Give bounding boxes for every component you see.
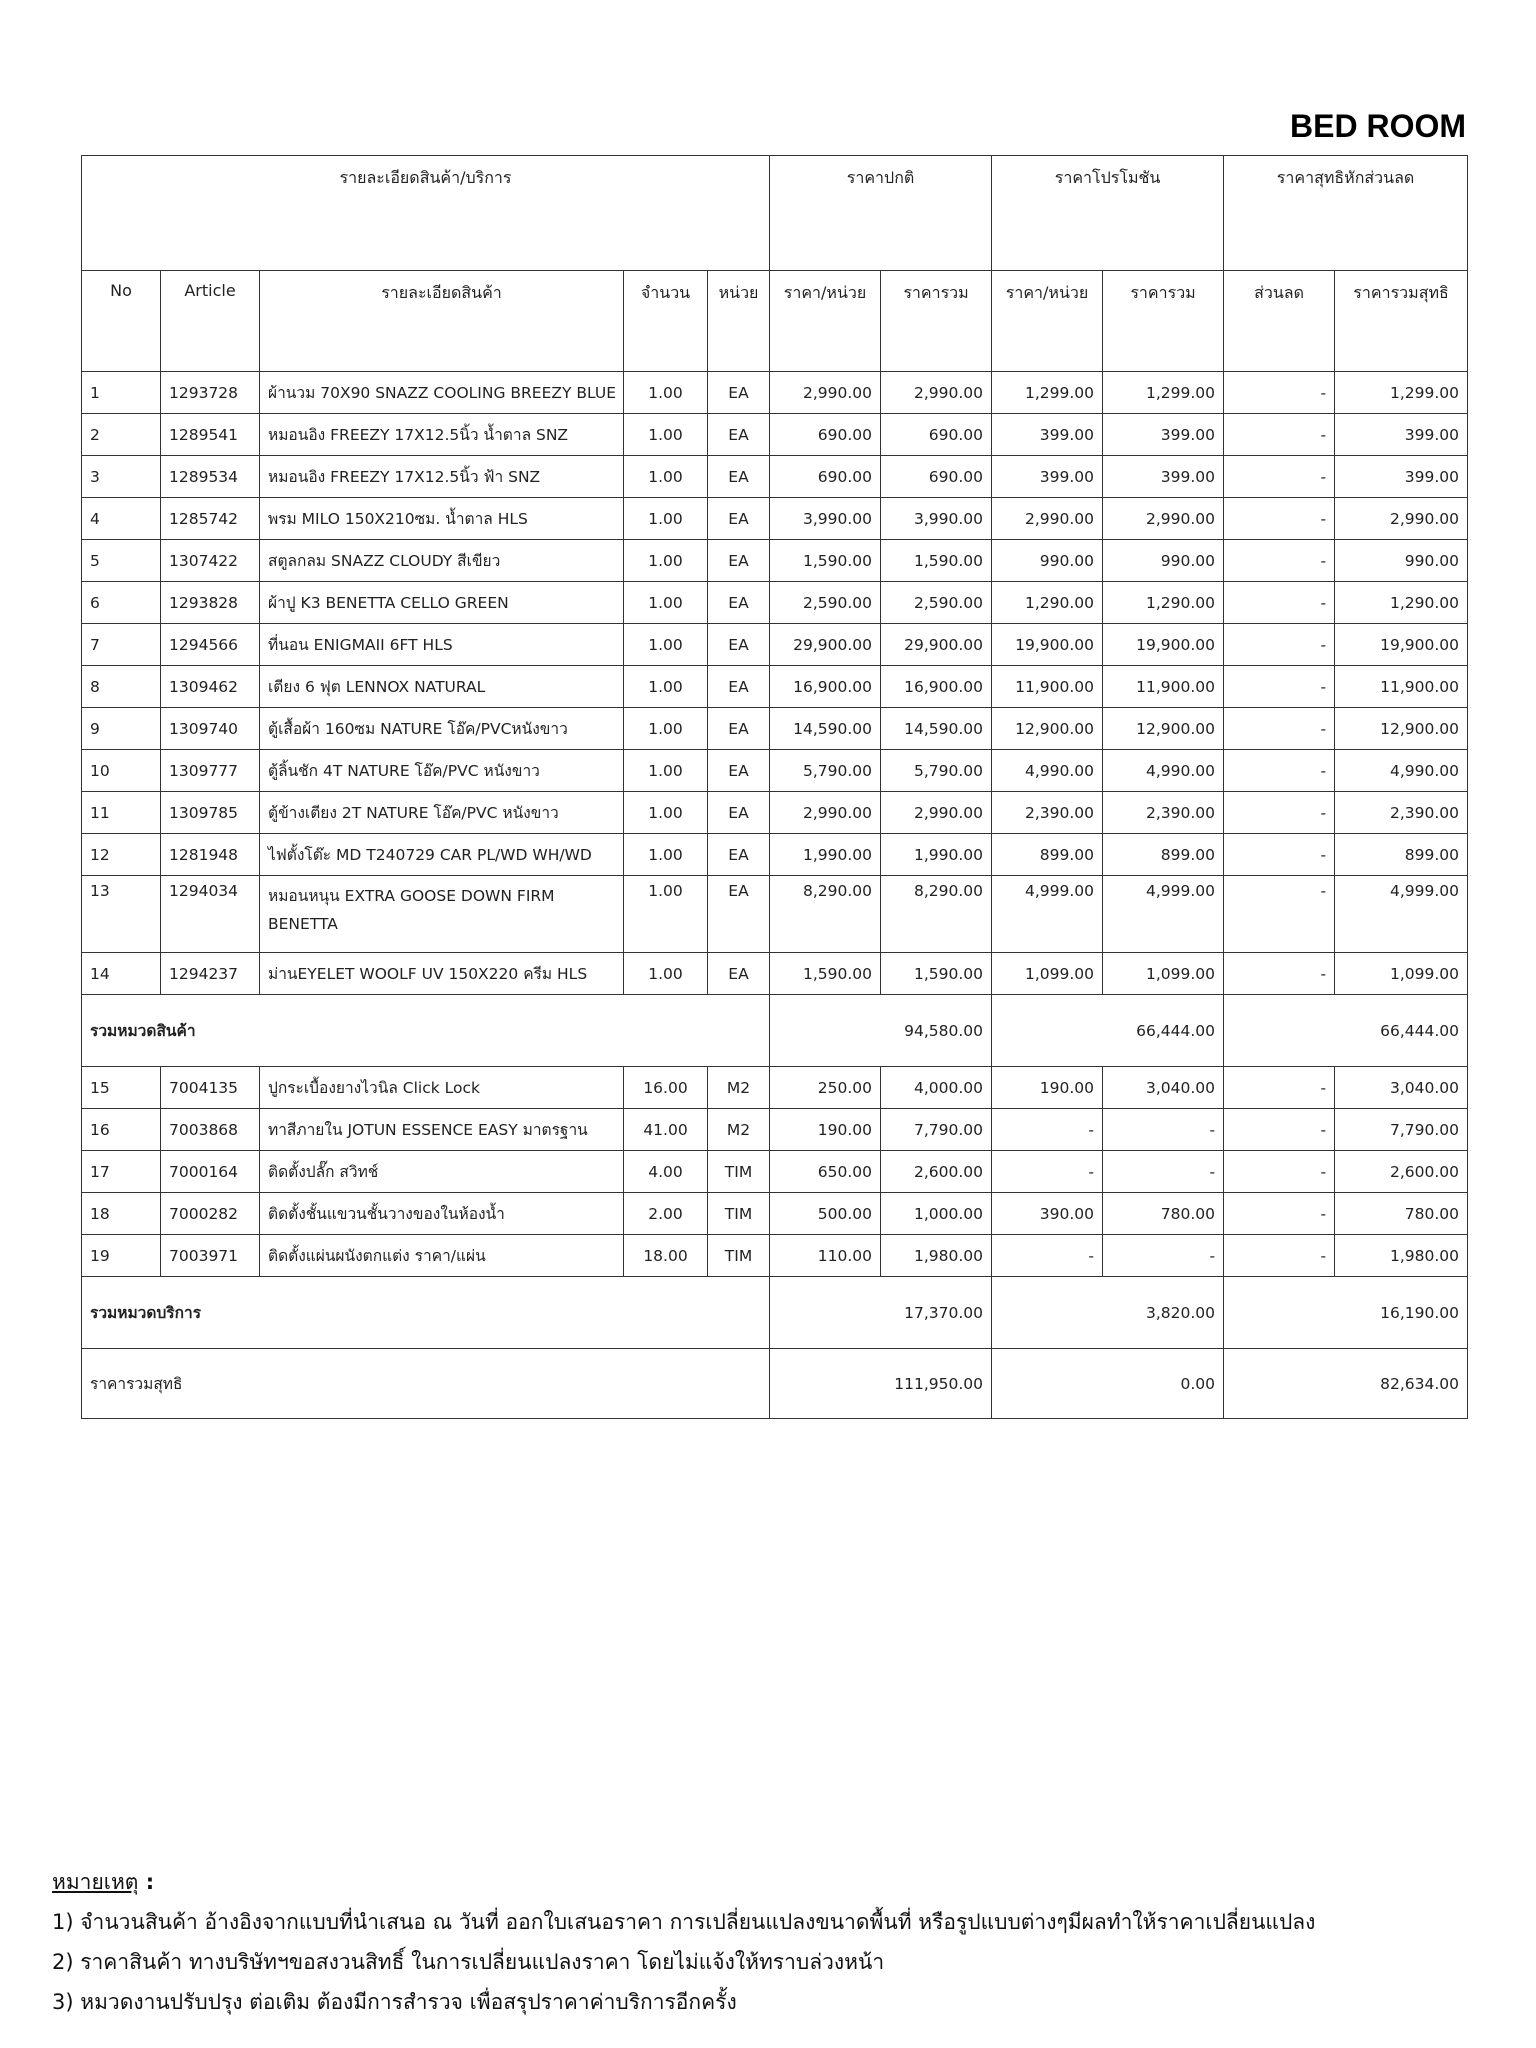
cell-net-total: 1,299.00 bbox=[1335, 372, 1468, 414]
header-normal-total: ราคารวม bbox=[881, 271, 992, 372]
cell-unit: EA bbox=[708, 708, 770, 750]
cell-net-total: 11,900.00 bbox=[1335, 666, 1468, 708]
cell-promo-unit-price: 390.00 bbox=[992, 1193, 1103, 1235]
cell-net-total: 12,900.00 bbox=[1335, 708, 1468, 750]
cell-no: 7 bbox=[82, 624, 161, 666]
cell-normal-total: 2,990.00 bbox=[881, 792, 992, 834]
cell-normal-total: 2,590.00 bbox=[881, 582, 992, 624]
header-article: Article bbox=[161, 271, 260, 372]
note-line: 1) จำนวนสินค้า อ้างอิงจากแบบที่นำเสนอ ณ วันที่ ออกใบเสนอราคา การเปลี่ยนแปลงขนาดพื้นที่ หรือรูปแบบต่างๆมีผลทำให้ราคาเปลี่ยนแปลง bbox=[52, 1910, 1316, 1934]
cell-qty: 1.00 bbox=[624, 750, 708, 792]
cell-description: พรม MILO 150X210ซม. น้ำตาล HLS bbox=[260, 498, 624, 540]
table-row bbox=[82, 792, 1468, 834]
cell-promo-unit-price: 11,900.00 bbox=[992, 666, 1103, 708]
cell-normal-total: 5,790.00 bbox=[881, 750, 992, 792]
cell-qty: 1.00 bbox=[624, 456, 708, 498]
cell-normal-total: 1,000.00 bbox=[881, 1193, 992, 1235]
cell-promo-unit-price: 899.00 bbox=[992, 834, 1103, 876]
cell-qty: 1.00 bbox=[624, 498, 708, 540]
cell-qty: 16.00 bbox=[624, 1067, 708, 1109]
cell-net-total: 2,600.00 bbox=[1335, 1151, 1468, 1193]
summary-net-total: 16,190.00 bbox=[1224, 1277, 1468, 1349]
cell-normal-unit-price: 2,990.00 bbox=[770, 372, 881, 414]
cell-net-total: 990.00 bbox=[1335, 540, 1468, 582]
cell-promo-unit-price: - bbox=[992, 1235, 1103, 1277]
cell-description: ปูกระเบื้องยางไวนิล Click Lock bbox=[260, 1067, 624, 1109]
summary-label: รวมหมวดบริการ bbox=[82, 1277, 770, 1349]
cell-description: ติดตั้งแผ่นผนังตกแต่ง ราคา/แผ่น bbox=[260, 1235, 624, 1277]
cell-no: 16 bbox=[82, 1109, 161, 1151]
cell-qty: 1.00 bbox=[624, 582, 708, 624]
cell-article: 1293728 bbox=[161, 372, 260, 414]
cell-normal-total: 1,980.00 bbox=[881, 1235, 992, 1277]
cell-promo-unit-price: 399.00 bbox=[992, 414, 1103, 456]
table-row bbox=[82, 750, 1468, 792]
cell-discount: - bbox=[1224, 750, 1335, 792]
cell-promo-unit-price: - bbox=[992, 1151, 1103, 1193]
header-description: รายละเอียดสินค้า bbox=[260, 271, 624, 372]
cell-promo-total: - bbox=[1103, 1151, 1224, 1193]
cell-no: 1 bbox=[82, 372, 161, 414]
cell-net-total: 780.00 bbox=[1335, 1193, 1468, 1235]
cell-unit: M2 bbox=[708, 1067, 770, 1109]
cell-promo-total: 11,900.00 bbox=[1103, 666, 1224, 708]
cell-promo-unit-price: 2,390.00 bbox=[992, 792, 1103, 834]
cell-description: ติดตั้งปลั๊ก สวิทช์ bbox=[260, 1151, 624, 1193]
cell-qty: 1.00 bbox=[624, 953, 708, 995]
summary-promo-total: 0.00 bbox=[992, 1349, 1224, 1419]
cell-description: ผ้าปู K3 BENETTA CELLO GREEN bbox=[260, 582, 624, 624]
cell-promo-total: 990.00 bbox=[1103, 540, 1224, 582]
cell-promo-total: 3,040.00 bbox=[1103, 1067, 1224, 1109]
cell-article: 1307422 bbox=[161, 540, 260, 582]
cell-normal-unit-price: 1,590.00 bbox=[770, 953, 881, 995]
cell-discount: - bbox=[1224, 834, 1335, 876]
cell-discount: - bbox=[1224, 1109, 1335, 1151]
cell-article: 1294566 bbox=[161, 624, 260, 666]
cell-normal-unit-price: 190.00 bbox=[770, 1109, 881, 1151]
cell-article: 1293828 bbox=[161, 582, 260, 624]
cell-qty: 41.00 bbox=[624, 1109, 708, 1151]
summary-label: ราคารวมสุทธิ bbox=[82, 1349, 770, 1419]
cell-discount: - bbox=[1224, 876, 1335, 953]
cell-promo-total: 4,990.00 bbox=[1103, 750, 1224, 792]
cell-unit: EA bbox=[708, 953, 770, 995]
cell-promo-unit-price: 19,900.00 bbox=[992, 624, 1103, 666]
cell-promo-unit-price: 2,990.00 bbox=[992, 498, 1103, 540]
cell-description: ไฟตั้งโต๊ะ MD T240729 CAR PL/WD WH/WD bbox=[260, 834, 624, 876]
cell-promo-total: - bbox=[1103, 1109, 1224, 1151]
cell-article: 1309785 bbox=[161, 792, 260, 834]
header-net-total: ราคารวมสุทธิ bbox=[1335, 271, 1468, 372]
cell-unit: EA bbox=[708, 750, 770, 792]
cell-qty: 1.00 bbox=[624, 414, 708, 456]
cell-article: 7004135 bbox=[161, 1067, 260, 1109]
cell-normal-unit-price: 110.00 bbox=[770, 1235, 881, 1277]
cell-normal-unit-price: 690.00 bbox=[770, 456, 881, 498]
products-subtotal-row bbox=[82, 995, 1468, 1067]
cell-net-total: 19,900.00 bbox=[1335, 624, 1468, 666]
cell-qty: 2.00 bbox=[624, 1193, 708, 1235]
cell-promo-total: 2,390.00 bbox=[1103, 792, 1224, 834]
cell-promo-total: 1,099.00 bbox=[1103, 953, 1224, 995]
cell-unit: EA bbox=[708, 540, 770, 582]
cell-net-total: 1,290.00 bbox=[1335, 582, 1468, 624]
notes-colon: : bbox=[138, 1870, 155, 1894]
table-row bbox=[82, 1235, 1468, 1277]
cell-article: 1294237 bbox=[161, 953, 260, 995]
cell-no: 9 bbox=[82, 708, 161, 750]
table-row bbox=[82, 582, 1468, 624]
cell-description: ผ้านวม 70X90 SNAZZ COOLING BREEZY BLUE bbox=[260, 372, 624, 414]
cell-normal-unit-price: 1,990.00 bbox=[770, 834, 881, 876]
cell-normal-unit-price: 14,590.00 bbox=[770, 708, 881, 750]
cell-description: หมอนหนุน EXTRA GOOSE DOWN FIRM BENETTA bbox=[260, 876, 624, 953]
cell-article: 7000282 bbox=[161, 1193, 260, 1235]
cell-description: หมอนอิง FREEZY 17X12.5นิ้ว น้ำตาล SNZ bbox=[260, 414, 624, 456]
cell-no: 6 bbox=[82, 582, 161, 624]
note-line: 3) หมวดงานปรับปรุง ต่อเติม ต้องมีการสำรวจ เพื่อสรุปราคาค่าบริการอีกครั้ง bbox=[52, 1990, 737, 2014]
header-discount: ส่วนลด bbox=[1224, 271, 1335, 372]
cell-normal-unit-price: 3,990.00 bbox=[770, 498, 881, 540]
cell-promo-total: 4,999.00 bbox=[1103, 876, 1224, 953]
cell-discount: - bbox=[1224, 1151, 1335, 1193]
summary-promo-total: 66,444.00 bbox=[992, 995, 1224, 1067]
table-body bbox=[82, 156, 1468, 1419]
header-no: No bbox=[82, 271, 161, 372]
cell-net-total: 399.00 bbox=[1335, 456, 1468, 498]
cell-promo-unit-price: 1,299.00 bbox=[992, 372, 1103, 414]
cell-article: 1309740 bbox=[161, 708, 260, 750]
cell-unit: TIM bbox=[708, 1151, 770, 1193]
cell-unit: EA bbox=[708, 834, 770, 876]
cell-no: 12 bbox=[82, 834, 161, 876]
cell-unit: EA bbox=[708, 624, 770, 666]
table-row bbox=[82, 414, 1468, 456]
table-row bbox=[82, 834, 1468, 876]
cell-description: ตู้ลิ้นชัก 4T NATURE โอ๊ค/PVC หนังขาว bbox=[260, 750, 624, 792]
cell-article: 7003868 bbox=[161, 1109, 260, 1151]
cell-no: 4 bbox=[82, 498, 161, 540]
cell-qty: 4.00 bbox=[624, 1151, 708, 1193]
cell-promo-unit-price: 12,900.00 bbox=[992, 708, 1103, 750]
cell-net-total: 2,390.00 bbox=[1335, 792, 1468, 834]
cell-description: สตูลกลม SNAZZ CLOUDY สีเขียว bbox=[260, 540, 624, 582]
cell-promo-total: 399.00 bbox=[1103, 456, 1224, 498]
cell-qty: 1.00 bbox=[624, 834, 708, 876]
cell-unit: EA bbox=[708, 582, 770, 624]
cell-unit: M2 bbox=[708, 1109, 770, 1151]
cell-promo-total: 399.00 bbox=[1103, 414, 1224, 456]
cell-normal-unit-price: 2,990.00 bbox=[770, 792, 881, 834]
cell-normal-total: 690.00 bbox=[881, 456, 992, 498]
quotation-table bbox=[81, 155, 1468, 1419]
cell-net-total: 2,990.00 bbox=[1335, 498, 1468, 540]
notes bbox=[52, 1862, 1315, 2022]
header-group-row bbox=[82, 156, 1468, 271]
table-row bbox=[82, 372, 1468, 414]
cell-no: 2 bbox=[82, 414, 161, 456]
cell-normal-total: 1,590.00 bbox=[881, 953, 992, 995]
table-row bbox=[82, 708, 1468, 750]
cell-article: 1294034 bbox=[161, 876, 260, 953]
cell-description: ติดตั้งชั้นแขวนชั้นวางของในห้องน้ำ bbox=[260, 1193, 624, 1235]
cell-normal-unit-price: 29,900.00 bbox=[770, 624, 881, 666]
header-normal-unit-price: ราคา/หน่วย bbox=[770, 271, 881, 372]
cell-promo-total: 1,290.00 bbox=[1103, 582, 1224, 624]
cell-description: ทาสีภายใน JOTUN ESSENCE EASY มาตรฐาน bbox=[260, 1109, 624, 1151]
cell-qty: 1.00 bbox=[624, 624, 708, 666]
header-unit: หน่วย bbox=[708, 271, 770, 372]
cell-net-total: 3,040.00 bbox=[1335, 1067, 1468, 1109]
cell-discount: - bbox=[1224, 582, 1335, 624]
cell-normal-unit-price: 1,590.00 bbox=[770, 540, 881, 582]
cell-discount: - bbox=[1224, 456, 1335, 498]
cell-net-total: 899.00 bbox=[1335, 834, 1468, 876]
cell-promo-total: - bbox=[1103, 1235, 1224, 1277]
cell-unit: EA bbox=[708, 372, 770, 414]
summary-net-total: 66,444.00 bbox=[1224, 995, 1468, 1067]
cell-promo-unit-price: - bbox=[992, 1109, 1103, 1151]
cell-net-total: 1,980.00 bbox=[1335, 1235, 1468, 1277]
cell-no: 17 bbox=[82, 1151, 161, 1193]
header-promo-unit-price: ราคา/หน่วย bbox=[992, 271, 1103, 372]
summary-normal-total: 111,950.00 bbox=[770, 1349, 992, 1419]
summary-promo-total: 3,820.00 bbox=[992, 1277, 1224, 1349]
cell-discount: - bbox=[1224, 953, 1335, 995]
cell-qty: 1.00 bbox=[624, 876, 708, 953]
page-title: BED ROOM bbox=[1290, 108, 1466, 144]
cell-qty: 1.00 bbox=[624, 708, 708, 750]
table-row bbox=[82, 498, 1468, 540]
cell-no: 13 bbox=[82, 876, 161, 953]
header-promo-total: ราคารวม bbox=[1103, 271, 1224, 372]
cell-unit: EA bbox=[708, 666, 770, 708]
table-row bbox=[82, 540, 1468, 582]
notes-heading bbox=[52, 1862, 1315, 1902]
table-row bbox=[82, 1151, 1468, 1193]
cell-discount: - bbox=[1224, 666, 1335, 708]
cell-promo-unit-price: 990.00 bbox=[992, 540, 1103, 582]
cell-description: ตู้เสื้อผ้า 160ซม NATURE โอ๊ค/PVCหนังขาว bbox=[260, 708, 624, 750]
cell-promo-unit-price: 4,990.00 bbox=[992, 750, 1103, 792]
cell-normal-unit-price: 5,790.00 bbox=[770, 750, 881, 792]
cell-qty: 1.00 bbox=[624, 666, 708, 708]
cell-discount: - bbox=[1224, 1193, 1335, 1235]
cell-net-total: 1,099.00 bbox=[1335, 953, 1468, 995]
cell-description: หมอนอิง FREEZY 17X12.5นิ้ว ฟ้า SNZ bbox=[260, 456, 624, 498]
summary-normal-total: 17,370.00 bbox=[770, 1277, 992, 1349]
cell-discount: - bbox=[1224, 1067, 1335, 1109]
table-row bbox=[82, 1067, 1468, 1109]
header-group-detail: รายละเอียดสินค้า/บริการ bbox=[82, 156, 770, 271]
cell-promo-total: 19,900.00 bbox=[1103, 624, 1224, 666]
summary-label: รวมหมวดสินค้า bbox=[82, 995, 770, 1067]
cell-normal-total: 2,600.00 bbox=[881, 1151, 992, 1193]
cell-description: ตู้ข้างเตียง 2T NATURE โอ๊ค/PVC หนังขาว bbox=[260, 792, 624, 834]
cell-article: 1289534 bbox=[161, 456, 260, 498]
cell-unit: EA bbox=[708, 456, 770, 498]
cell-normal-total: 1,590.00 bbox=[881, 540, 992, 582]
cell-no: 5 bbox=[82, 540, 161, 582]
cell-net-total: 4,999.00 bbox=[1335, 876, 1468, 953]
cell-normal-unit-price: 8,290.00 bbox=[770, 876, 881, 953]
cell-unit: EA bbox=[708, 498, 770, 540]
cell-article: 7000164 bbox=[161, 1151, 260, 1193]
table-row bbox=[82, 456, 1468, 498]
cell-qty: 1.00 bbox=[624, 540, 708, 582]
cell-normal-total: 8,290.00 bbox=[881, 876, 992, 953]
cell-normal-total: 2,990.00 bbox=[881, 372, 992, 414]
cell-discount: - bbox=[1224, 708, 1335, 750]
cell-description: เตียง 6 ฟุต LENNOX NATURAL bbox=[260, 666, 624, 708]
grand-total-row bbox=[82, 1349, 1468, 1419]
cell-normal-total: 29,900.00 bbox=[881, 624, 992, 666]
table-row bbox=[82, 953, 1468, 995]
note-line: 2) ราคาสินค้า ทางบริษัทฯขอสงวนสิทธิ์ ในการเปลี่ยนแปลงราคา โดยไม่แจ้งให้ทราบล่วงหน้า bbox=[52, 1950, 885, 1974]
cell-discount: - bbox=[1224, 372, 1335, 414]
header-group-promo: ราคาโปรโมชัน bbox=[992, 156, 1224, 271]
cell-discount: - bbox=[1224, 414, 1335, 456]
cell-normal-total: 4,000.00 bbox=[881, 1067, 992, 1109]
header-qty: จำนวน bbox=[624, 271, 708, 372]
cell-article: 1285742 bbox=[161, 498, 260, 540]
cell-qty: 1.00 bbox=[624, 792, 708, 834]
cell-unit: TIM bbox=[708, 1235, 770, 1277]
cell-discount: - bbox=[1224, 624, 1335, 666]
cell-article: 1289541 bbox=[161, 414, 260, 456]
cell-no: 19 bbox=[82, 1235, 161, 1277]
cell-article: 1309777 bbox=[161, 750, 260, 792]
cell-no: 15 bbox=[82, 1067, 161, 1109]
cell-description: ที่นอน ENIGMAII 6FT HLS bbox=[260, 624, 624, 666]
cell-normal-total: 3,990.00 bbox=[881, 498, 992, 540]
cell-promo-unit-price: 399.00 bbox=[992, 456, 1103, 498]
cell-unit: EA bbox=[708, 876, 770, 953]
cell-promo-unit-price: 4,999.00 bbox=[992, 876, 1103, 953]
cell-unit: TIM bbox=[708, 1193, 770, 1235]
cell-no: 11 bbox=[82, 792, 161, 834]
header-column-row bbox=[82, 271, 1468, 372]
table-row bbox=[82, 1193, 1468, 1235]
cell-promo-unit-price: 1,099.00 bbox=[992, 953, 1103, 995]
cell-normal-unit-price: 650.00 bbox=[770, 1151, 881, 1193]
header-group-net: ราคาสุทธิหักส่วนลด bbox=[1224, 156, 1468, 271]
cell-promo-unit-price: 1,290.00 bbox=[992, 582, 1103, 624]
cell-article: 1281948 bbox=[161, 834, 260, 876]
cell-normal-total: 1,990.00 bbox=[881, 834, 992, 876]
cell-normal-unit-price: 500.00 bbox=[770, 1193, 881, 1235]
cell-discount: - bbox=[1224, 540, 1335, 582]
cell-article: 7003971 bbox=[161, 1235, 260, 1277]
cell-promo-total: 12,900.00 bbox=[1103, 708, 1224, 750]
cell-normal-unit-price: 16,900.00 bbox=[770, 666, 881, 708]
table-row bbox=[82, 876, 1468, 953]
cell-net-total: 7,790.00 bbox=[1335, 1109, 1468, 1151]
cell-promo-total: 2,990.00 bbox=[1103, 498, 1224, 540]
cell-qty: 18.00 bbox=[624, 1235, 708, 1277]
summary-net-total: 82,634.00 bbox=[1224, 1349, 1468, 1419]
cell-no: 8 bbox=[82, 666, 161, 708]
cell-article: 1309462 bbox=[161, 666, 260, 708]
cell-normal-unit-price: 690.00 bbox=[770, 414, 881, 456]
cell-normal-total: 690.00 bbox=[881, 414, 992, 456]
table-row bbox=[82, 666, 1468, 708]
cell-normal-total: 16,900.00 bbox=[881, 666, 992, 708]
cell-normal-unit-price: 250.00 bbox=[770, 1067, 881, 1109]
services-subtotal-row bbox=[82, 1277, 1468, 1349]
cell-unit: EA bbox=[708, 414, 770, 456]
cell-promo-unit-price: 190.00 bbox=[992, 1067, 1103, 1109]
cell-no: 3 bbox=[82, 456, 161, 498]
table-row bbox=[82, 624, 1468, 666]
cell-discount: - bbox=[1224, 1235, 1335, 1277]
summary-normal-total: 94,580.00 bbox=[770, 995, 992, 1067]
notes-title: หมายเหตุ bbox=[52, 1870, 139, 1894]
cell-no: 14 bbox=[82, 953, 161, 995]
cell-promo-total: 1,299.00 bbox=[1103, 372, 1224, 414]
cell-normal-unit-price: 2,590.00 bbox=[770, 582, 881, 624]
cell-discount: - bbox=[1224, 498, 1335, 540]
cell-qty: 1.00 bbox=[624, 372, 708, 414]
cell-normal-total: 7,790.00 bbox=[881, 1109, 992, 1151]
cell-description: ม่านEYELET WOOLF UV 150X220 ครีม HLS bbox=[260, 953, 624, 995]
cell-net-total: 399.00 bbox=[1335, 414, 1468, 456]
cell-net-total: 4,990.00 bbox=[1335, 750, 1468, 792]
cell-promo-total: 899.00 bbox=[1103, 834, 1224, 876]
cell-normal-total: 14,590.00 bbox=[881, 708, 992, 750]
table-row bbox=[82, 1109, 1468, 1151]
cell-discount: - bbox=[1224, 792, 1335, 834]
cell-no: 18 bbox=[82, 1193, 161, 1235]
cell-unit: EA bbox=[708, 792, 770, 834]
cell-promo-total: 780.00 bbox=[1103, 1193, 1224, 1235]
header-group-normal: ราคาปกติ bbox=[770, 156, 992, 271]
cell-no: 10 bbox=[82, 750, 161, 792]
